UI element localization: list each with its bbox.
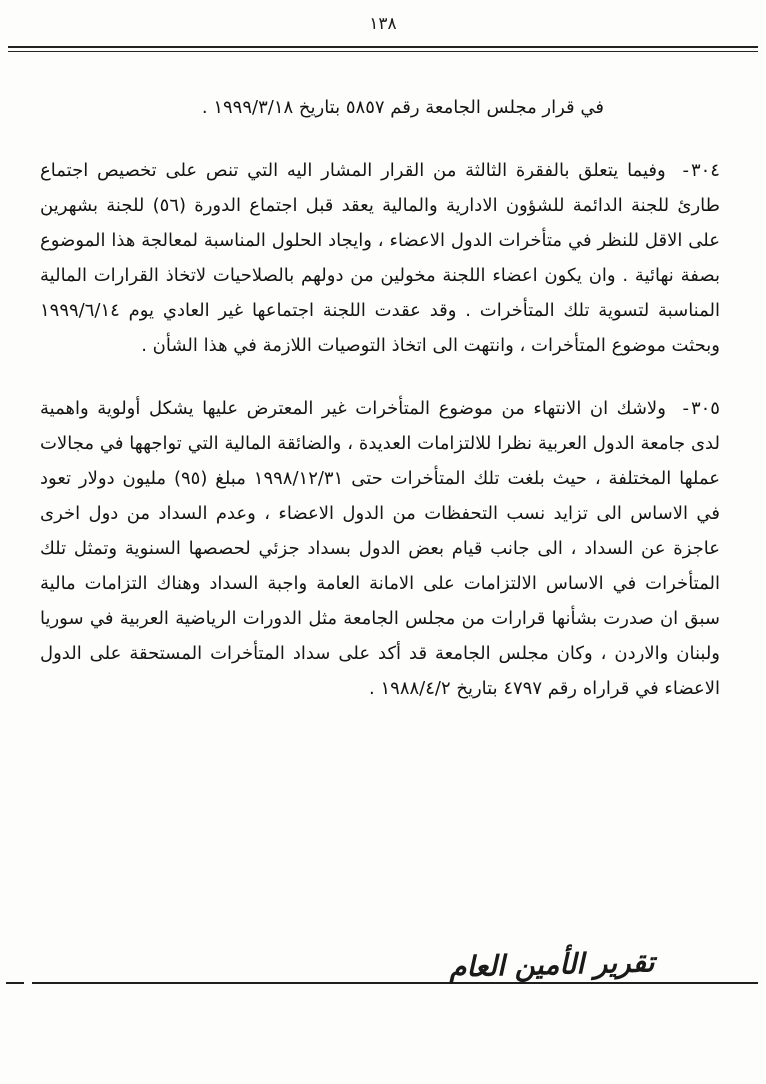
document-content — [0, 52, 766, 706]
bottom-rule-tick — [6, 982, 24, 984]
paragraph-number — [680, 398, 720, 419]
paragraph-text: ولاشك ان الانتهاء من موضوع المتأخرات غير المعترض عليها يشكل أولوية واهمية لدى جامعة الدول العربية نظرا للالتزامات العديدة ، والضائقة المالية التي تواجهها في مجالات عملها المختلفة ، حيث بلغت تلك المتأخرات حتى ١٩٩٨/١٢/٣١ مبلغ (٩٥) مليون دولار تعود في الاساس الى تزايد نسب التحفظات من الدول الاعضاء ، وعدم السداد من دول اخرى عاجزة عن السداد ، الى جانب قيام بعض الدول بسداد جزئي لحصصها السنوية وتمثل تلك المتأخرات في الاساس الالتزامات على الامانة العامة واجبة السداد وهناك التزامات مالية سبق ان صدرت بشأنها قرارات من مجلس الجامعة مثل الدورات الرياضية العربية في سوريا ولبنان والاردن ، وكان مجلس الجامعة قد أكد على سداد المتأخرات المستحقة على الدول الاعضاء في قراراه رقم ٤٧٩٧ بتاريخ ١٩٨٨/٤/٢ . — [40, 398, 721, 699]
paragraph-305 — [40, 391, 720, 706]
paragraph-text: وفيما يتعلق بالفقرة الثالثة من القرار المشار اليه التي تنص على تخصيص اجتماع طارئ للجنة الدائمة للشؤون الادارية والمالية يعقد قبل اجتماع الدورة (٥٦) للجنة بشهرين على الاقل للنظر في متأخرات الدول الاعضاء ، وايجاد الحلول المناسبة لمعالجة هذا الموضوع بصفة نهائية . وان يكون اعضاء اللجنة مخولين من دولهم بالصلاحيات لاتخاذ القرارات المالية المناسبة لتسوية تلك المتأخرات . وقد عقدت اللجنة اجتماعها غير العادي يوم ١٩٩٩/٦/١٤ وبحثت موضوع المتأخرات ، وانتهت الى اتخاذ التوصيات اللازمة في هذا الشأن . — [40, 160, 720, 356]
paragraph-number-dash: - — [682, 398, 689, 419]
page-number: ١٣٨ — [369, 14, 397, 34]
paragraph-304 — [40, 153, 720, 363]
signature-text: تقرير الأمين العام — [448, 945, 655, 984]
paragraph-number-value: ٣٠٥ — [690, 398, 720, 419]
paragraph-number — [680, 160, 720, 181]
paragraph-number-dash: - — [682, 160, 689, 181]
bottom-rule — [32, 982, 758, 984]
continuation-line: في قرار مجلس الجامعة رقم ٥٨٥٧ بتاريخ ١٩٩٩/٣/١٨ . — [201, 97, 604, 118]
paragraph-number-value: ٣٠٤ — [690, 160, 720, 181]
